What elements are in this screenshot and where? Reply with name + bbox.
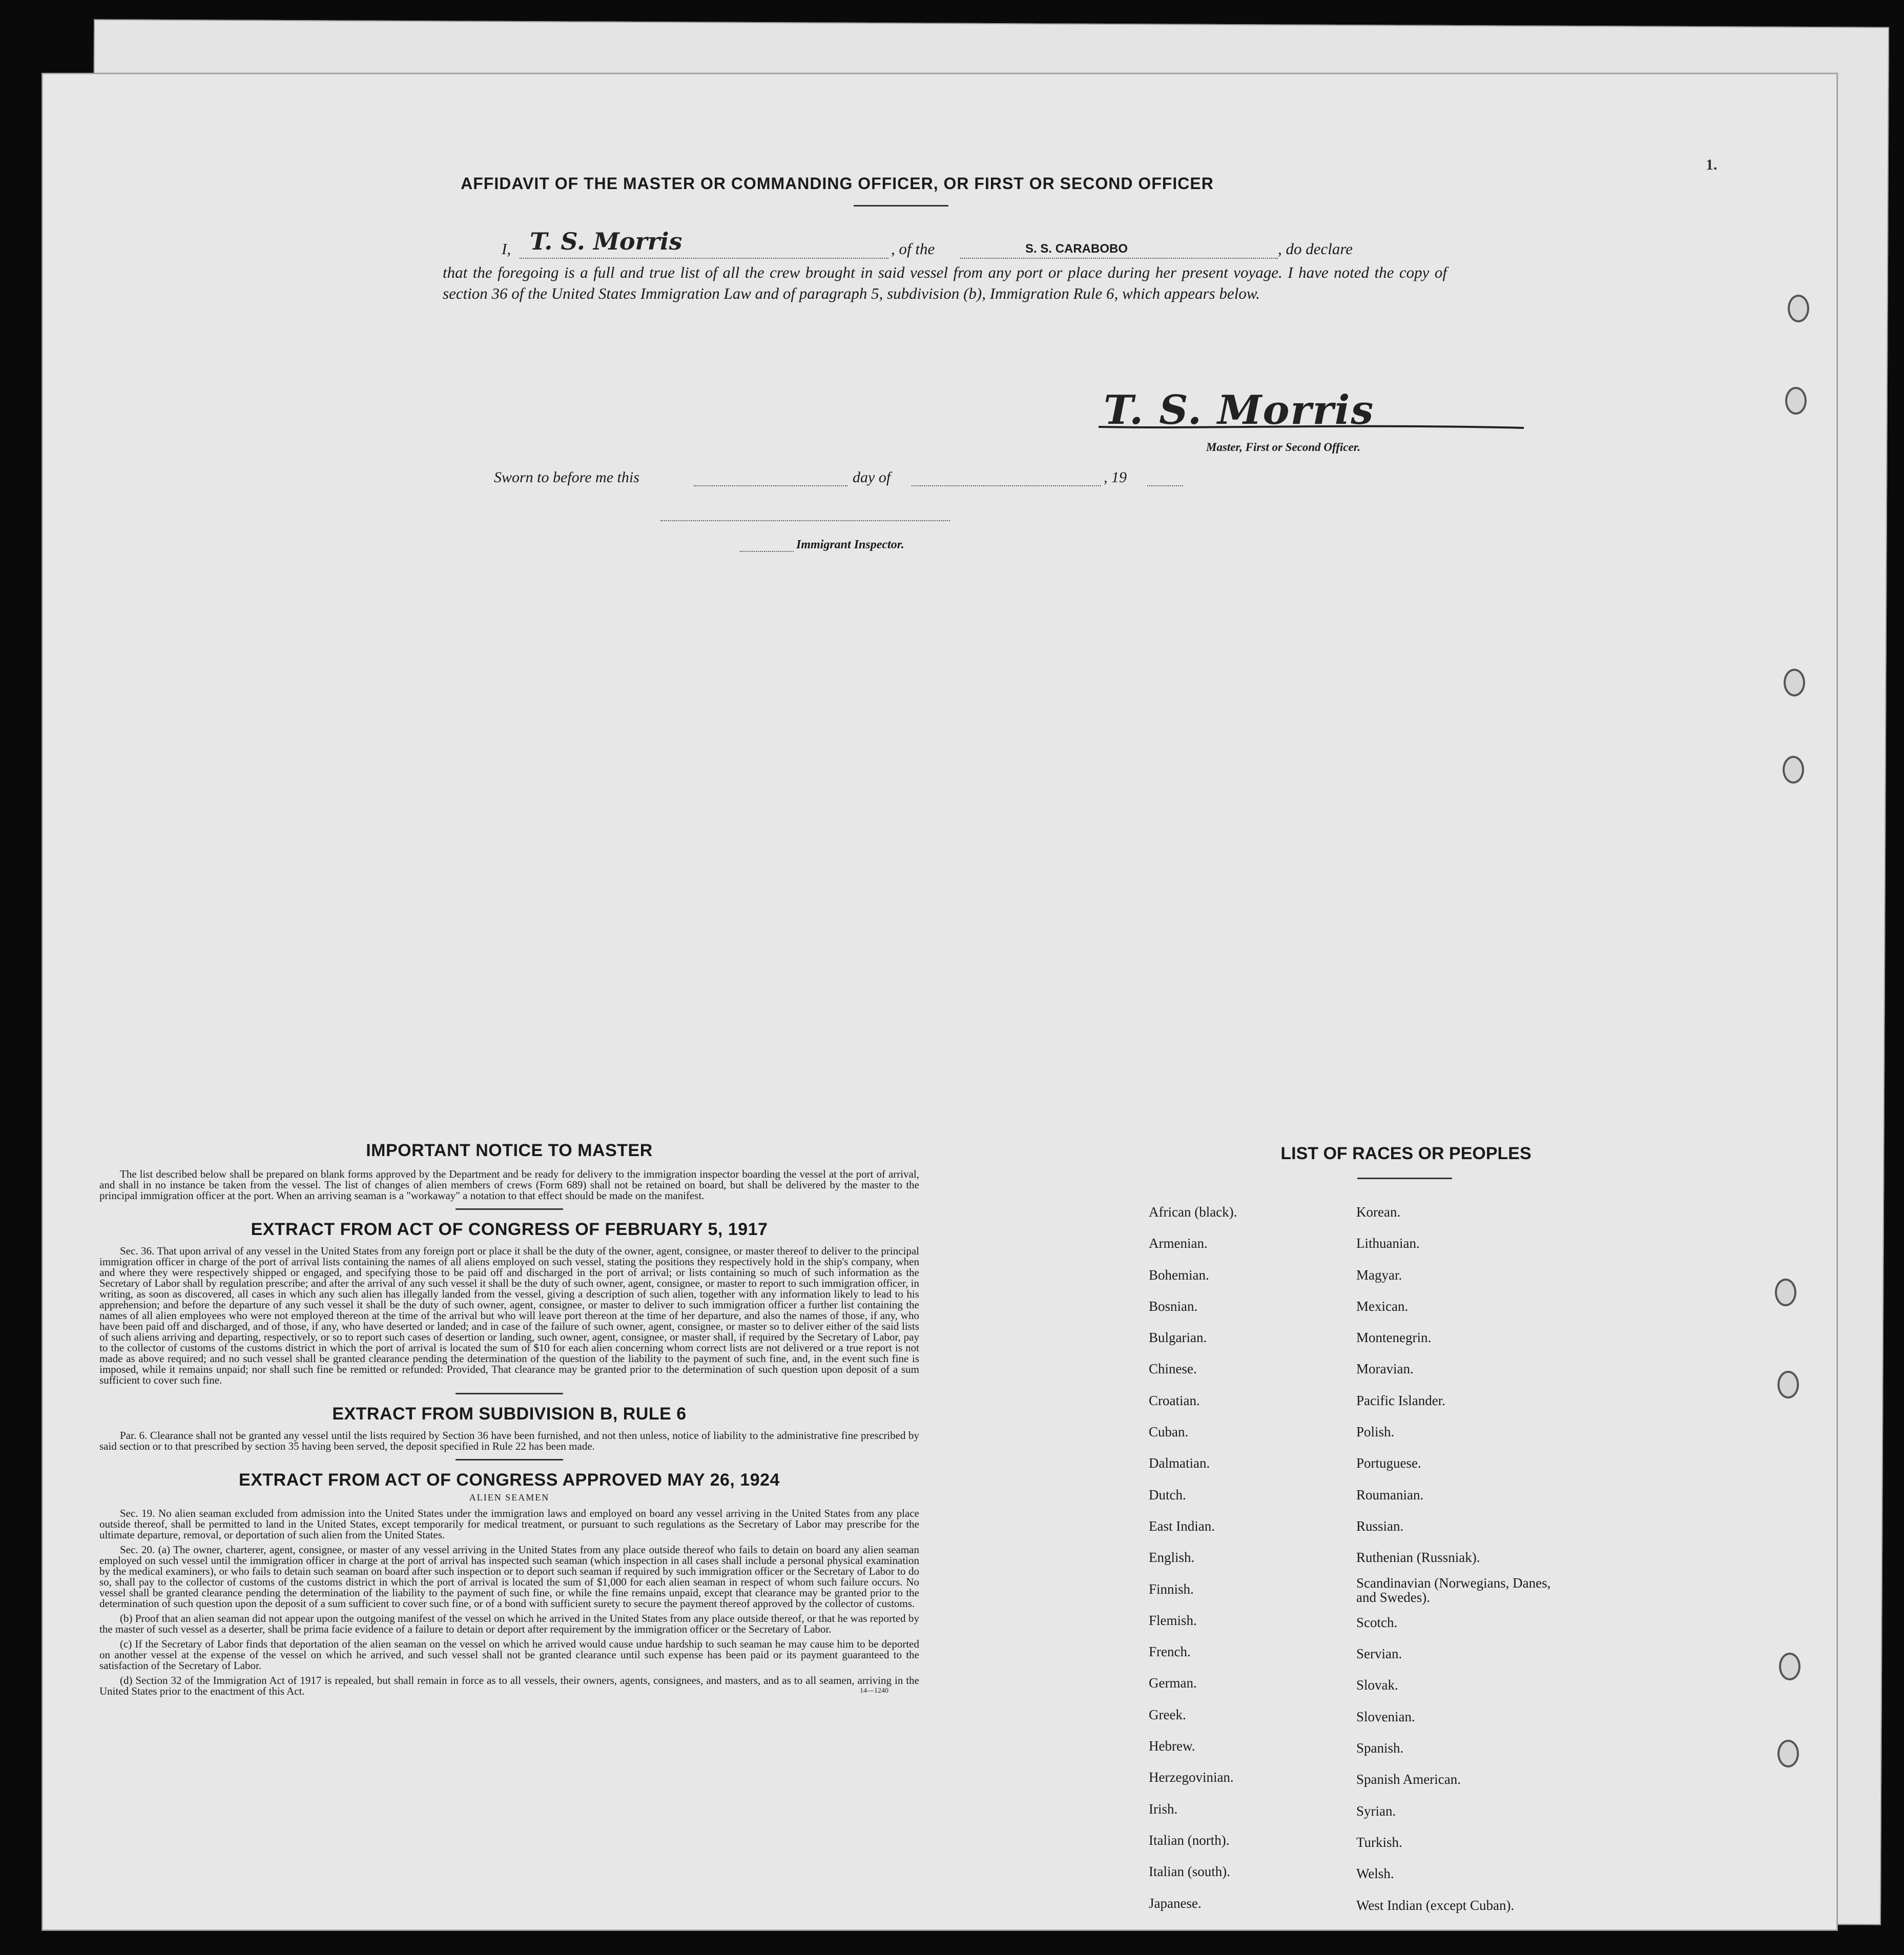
- race-item: French.: [1149, 1644, 1191, 1660]
- sworn-prefix: Sworn to before me this: [494, 469, 639, 486]
- race-item: Croatian.: [1149, 1392, 1200, 1408]
- title-rule: [854, 205, 948, 207]
- signature-flourish-icon: [1093, 392, 1529, 433]
- sec19-text: Sec. 19. No alien seaman excluded from admission into the United States under the immigration laws and employed on board any vessel arriving in the United States from any place outside thereof, shall be permitted to land in the United States, except temporarily for medical treatment, or pursuant to such regulations as the Secretary of Labor may prescribe for the ultimate departure, removal, or deportation of such alien from the United States.: [99, 1507, 919, 1541]
- race-item: Montenegrin.: [1356, 1330, 1432, 1346]
- race-item: Moravian.: [1356, 1361, 1414, 1377]
- notice-text: The list described below shall be prepared on blank forms approved by the Department and be ready for delivery to the immigration inspector boarding the vessel at the port of arrival, and shall in no instance be taken from the vessel. The list of changes of alien members of crews (Form 689) shall not be retained on board, but shall be delivered by the master to the principal immigration officer at the port. When an arriving seaman is a "workaway" a notation to that effect should be made on the manifest.: [99, 1168, 919, 1202]
- race-item: Dutch.: [1149, 1487, 1186, 1503]
- race-item: Scotch.: [1356, 1614, 1398, 1630]
- section-rule: [456, 1459, 563, 1460]
- race-item: Mexican.: [1356, 1298, 1409, 1314]
- vessel-name: S. S. CARABOBO: [1025, 242, 1128, 256]
- race-item: German.: [1149, 1675, 1197, 1691]
- race-item: Hebrew.: [1149, 1738, 1195, 1754]
- form-sheet: [42, 73, 1837, 1930]
- race-item: Servian.: [1356, 1646, 1402, 1662]
- race-item: Flemish.: [1149, 1612, 1197, 1628]
- race-item: Portuguese.: [1356, 1455, 1421, 1471]
- race-item: Scandinavian (Norwegians, Danes, and Swedes).: [1356, 1575, 1551, 1605]
- binder-hole-icon: [1788, 295, 1809, 322]
- sworn-day-blank: [694, 485, 847, 486]
- sworn-year-blank: [1147, 485, 1183, 486]
- race-item: Bosnian.: [1149, 1298, 1198, 1314]
- race-item: Slovenian.: [1356, 1709, 1415, 1724]
- page-corner-mark: 1.: [1706, 156, 1717, 173]
- sec20c-text: (c) If the Secretary of Labor finds that deportation of the alien seaman on the vessel on which he arrived would cause undue hardship to such seaman he may cause him to be deported on another vessel at the expense of the vessel on which he arrived, and such vessel shall not be granted clearance until such expense has been paid or its payment guaranteed to the satisfaction of the Secretary of Labor.: [99, 1638, 919, 1672]
- race-item: Russian.: [1356, 1518, 1404, 1534]
- master-signature-text: T. S. Morris: [1104, 387, 1375, 434]
- race-item: Turkish.: [1356, 1834, 1402, 1850]
- inspector-caption: Immigrant Inspector.: [796, 538, 904, 551]
- race-item: Italian (north).: [1149, 1832, 1230, 1848]
- race-item: Welsh.: [1356, 1866, 1394, 1882]
- notice-heading: IMPORTANT NOTICE TO MASTER: [366, 1141, 653, 1160]
- race-item: West Indian (except Cuban).: [1356, 1897, 1515, 1913]
- sec20b-text: (b) Proof that an alien seaman did not appear upon the outgoing manifest of the vessel on which he arrived in the United States from any place outside thereof, or that he was reported by the master of such vessel as a deserter, shall be prima facie evidence of a failure to detain or deport after requirement by the immigration officer or the Secretary of Labor.: [99, 1612, 919, 1635]
- binder-hole-icon: [1775, 1279, 1796, 1306]
- sworn-day-text: day of: [853, 469, 891, 486]
- race-item: Magyar.: [1356, 1267, 1402, 1283]
- inspector-signature-line: [660, 520, 950, 521]
- binder-hole-icon: [1779, 1653, 1800, 1680]
- binder-hole-icon: [1777, 1740, 1799, 1767]
- race-item: Irish.: [1149, 1801, 1178, 1817]
- affidavit-title: AFFIDAVIT OF THE MASTER OR COMMANDING OFFICER, OR FIRST OR SECOND OFFICER: [461, 174, 1214, 193]
- binder-hole-icon: [1785, 387, 1807, 415]
- section-rule: [456, 1393, 563, 1394]
- race-item: Chinese.: [1149, 1361, 1197, 1377]
- sworn-year-text: , 19: [1104, 469, 1127, 486]
- race-item: English.: [1149, 1550, 1195, 1566]
- affidavit-lead: I,: [502, 240, 511, 258]
- officer-signature: T. S. Morris: [530, 228, 682, 255]
- affidavit-statement: that the foregoing is a full and true list of all the crew brought in said vessel from any port or place during her present voyage. I have noted the copy of section 36 of the United States Immigration Law and of paragraph 5, subdivision (b), Immigration Rule 6, which appears below.: [443, 263, 1447, 302]
- races-rule: [1357, 1178, 1452, 1179]
- race-item: Cuban.: [1149, 1424, 1189, 1440]
- race-item: Japanese.: [1149, 1895, 1202, 1911]
- binder-hole-icon: [1777, 1371, 1799, 1398]
- race-item: East Indian.: [1149, 1518, 1215, 1534]
- master-signature: [1093, 387, 1529, 434]
- rule6-text: Par. 6. Clearance shall not be granted any vessel until the lists required by Section 36 have been furnished, and not then unless, notice of liability to the administrative fine prescribed by said section or to that prescribed by section 35 having been served, the deposit specified in Rule 22 has been made.: [99, 1429, 919, 1452]
- of-the-text: , of the: [891, 240, 935, 258]
- signer-caption: Master, First or Second Officer.: [1206, 441, 1361, 454]
- race-item: Slovak.: [1356, 1677, 1398, 1693]
- left-column-legal-text: [99, 1140, 919, 1696]
- rule6-heading: EXTRACT FROM SUBDIVISION B, RULE 6: [332, 1404, 687, 1424]
- sec20a-text: Sec. 20. (a) The owner, charterer, agent, consignee, or master of any vessel arriving in the United States from any place outside thereof who fails to detain on board any alien seaman employed on such vessel until the immigration officer in charge at the port of arrival has inspected such seaman (which inspection in all cases shall include a personal physical examination by the medical examiners), or who fails to detain such seaman on board after such inspection or to deport such seaman if required by such immigration officer or the Secretary of Labor to do so, shall pay to the collector of customs of the customs district in which the port of arrival is located the sum of $1,000 for each alien seaman in respect of whom such failure occurs. No vessel shall be granted clearance pending the determination of the liability to the payment of such fine, or while the fine remains unpaid, except that clearance may be granted prior to the determination of such question upon the deposit of a sum sufficient to cover such fine, or of a bond with sufficient surety to secure the payment thereof approved by the collector of customs.: [99, 1544, 919, 1610]
- race-item: Korean.: [1356, 1204, 1401, 1220]
- affidavit-body: [443, 228, 1447, 304]
- alien-seamen-subheading: ALIEN SEAMEN: [469, 1492, 550, 1503]
- race-item: Dalmatian.: [1149, 1455, 1210, 1471]
- race-item: Herzegovinian.: [1149, 1769, 1234, 1785]
- race-item: Ruthenian (Russniak).: [1356, 1550, 1480, 1566]
- binder-hole-icon: [1783, 756, 1804, 784]
- races-column-1: [1149, 1197, 1237, 1919]
- race-item: Spanish.: [1356, 1740, 1404, 1756]
- race-item: Italian (south).: [1149, 1864, 1230, 1880]
- race-item: Bulgarian.: [1149, 1330, 1207, 1346]
- inspector-lead-dots: [740, 551, 794, 552]
- race-item: African (black).: [1149, 1204, 1237, 1220]
- races-heading: LIST OF RACES OR PEOPLES: [1280, 1144, 1532, 1163]
- races-column-2: [1356, 1197, 1551, 1921]
- race-item: Lithuanian.: [1356, 1236, 1420, 1251]
- extract-1917-text: Sec. 36. That upon arrival of any vessel in the United States from any foreign port or place it shall be the duty of the owner, agent, consignee, or master thereof to deliver to the principal immigration officer in charge of the port of arrival lists containing the names of all aliens employed on such vessel, stating the positions they respectively hold in the ship's company, when and where they were respectively shipped or engaged, and specifying those to be paid off and discharged in the port of arrival; or lists containing so much of such information as the Secretary of Labor shall by regulation prescribe; and after the arrival of any such vessel it shall be the duty of such owner, agent, consignee, or master to report to such immigration officer, in writing, as soon as discovered, all cases in which any such alien has illegally landed from the vessel, giving a description of such alien, together with any information likely to lead to his apprehension; and before the departure of any such vessel it shall be the duty of such owner, agent, consignee, or master to deliver to such immigration officer a further list containing the names of all alien employees who were not employed thereon at the time of the arrival but who will leave port thereon at the time of her departure, and also the names of those, if any, who have been paid off and discharged, and of those, if any, who have deserted or landed; and in case of the failure of such owner, agent, consignee, or master so to deliver either of the said lists of such aliens arriving and departing, respectively, or so to report such cases of desertion or landing, such owner, agent, consignee, or master shall, if required by the Secretary of Labor, pay to the collector of customs of the customs district in which the port of arrival is located the sum of $10 for each alien concerning whom correct lists are not delivered or a true report is not made as above required; and no such vessel shall be granted clearance pending the determination of the question of the liability to the payment of such fine, and, in the event such fine is imposed, while it remains unpaid; nor shall such fine be remitted or refunded: Provided, That clearance may be granted prior to the determination of such question upon deposit of a sum sufficient to cover such fine.: [99, 1245, 919, 1386]
- sworn-line: [494, 469, 1127, 486]
- race-item: Syrian.: [1356, 1803, 1396, 1819]
- form-code: 14—1240: [860, 1687, 888, 1695]
- extract-1917-heading: EXTRACT FROM ACT OF CONGRESS OF FEBRUARY 5, 1917: [251, 1220, 768, 1239]
- sec20d-text: (d) Section 32 of the Immigration Act of 1917 is repealed, but shall remain in force as to all vessels, their owners, agents, consignees, and masters, and as to all seamen, arriving in the United States prior to the enactment of this Act.: [99, 1674, 919, 1697]
- sworn-month-blank: [912, 485, 1101, 486]
- race-item: Finnish.: [1149, 1581, 1194, 1597]
- extract-1924-heading: EXTRACT FROM ACT OF CONGRESS APPROVED MAY 26, 1924: [239, 1470, 780, 1490]
- binder-hole-icon: [1784, 669, 1805, 696]
- race-item: Armenian.: [1149, 1236, 1208, 1251]
- do-declare-text: , do declare: [1278, 240, 1353, 258]
- race-item: Pacific Islander.: [1356, 1392, 1445, 1408]
- race-item: Roumanian.: [1356, 1487, 1424, 1503]
- race-item: Greek.: [1149, 1706, 1186, 1722]
- race-item: Spanish American.: [1356, 1772, 1461, 1787]
- section-rule: [456, 1208, 563, 1210]
- race-item: Bohemian.: [1149, 1267, 1209, 1283]
- race-item: Polish.: [1356, 1424, 1395, 1440]
